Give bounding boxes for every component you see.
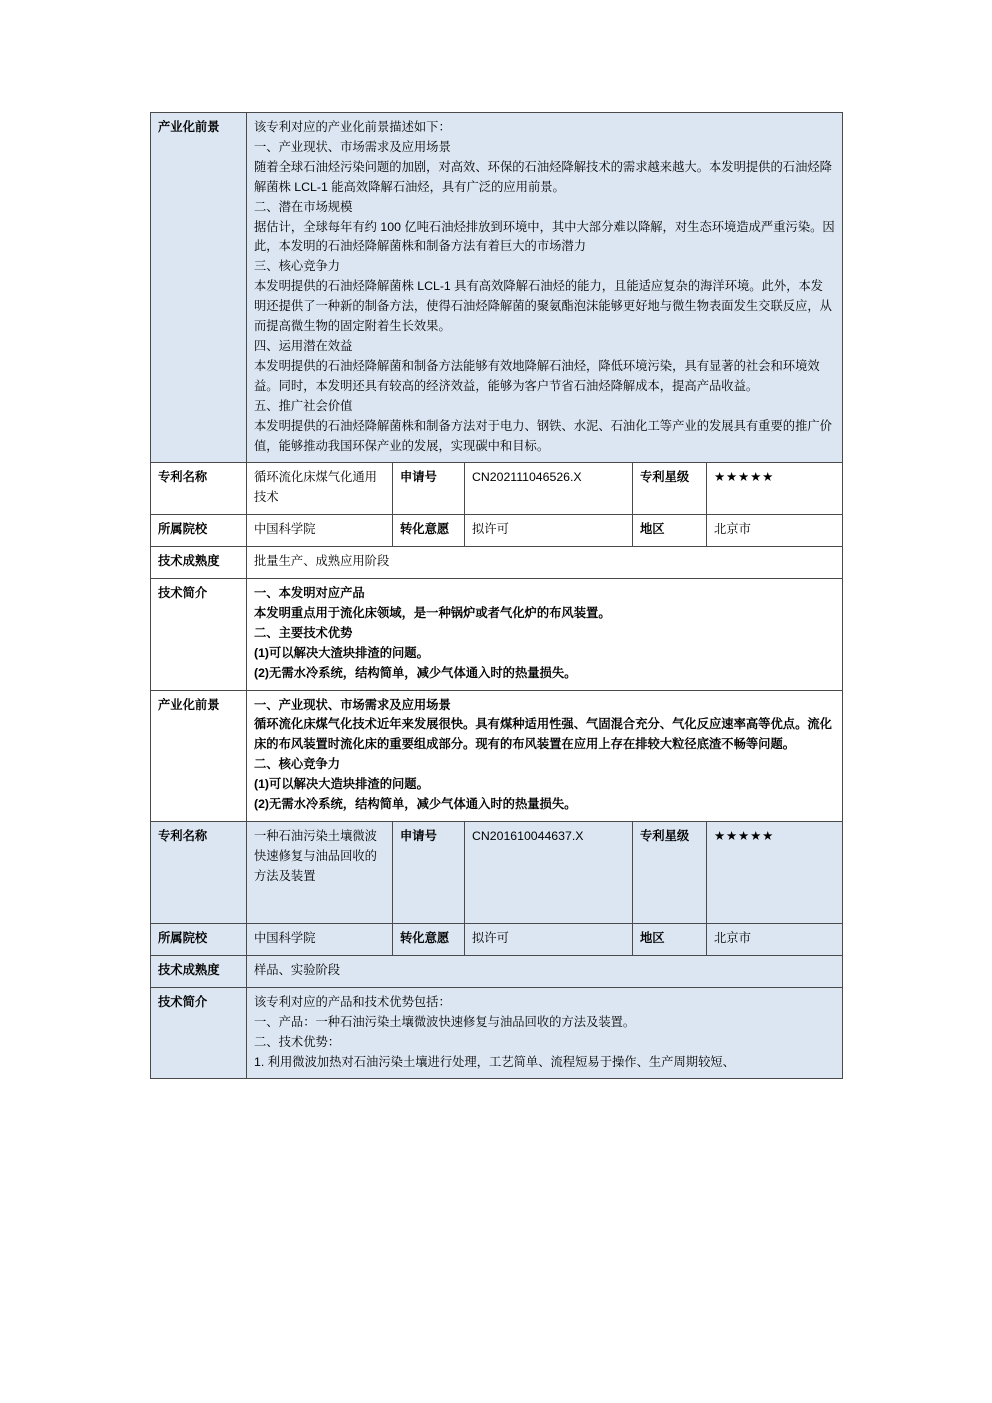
patent1-prospect-label: 产业化前景 [151,690,247,821]
prospect-body-0 [247,113,843,463]
patent1-appno-label: 申请号 [393,463,465,515]
prospect-line: 本发明提供的石油烃降解菌株 LCL-1 具有高效降解石油烃的能力，且能适应复杂的海洋环境。此外，本发明还提供了一种新的制备方法，使得石油烃降解菌的聚氨酯泡沫能够更好地与微生物表面发生交联反应，从而提高微生物的固定附着生长效果。 [254,279,832,334]
patent2-intro-label: 技术简介 [151,987,247,1079]
prospect-line: (1)可以解决大造块排渣的问题。 [254,777,429,792]
patent2-school-label: 所属院校 [151,924,247,956]
patent2-star-label: 专利星级 [633,822,707,924]
patent1-intent-value: 拟许可 [465,515,633,547]
patent2-appno-label: 申请号 [393,822,465,924]
intro-line: (1)可以解决大渣块排渣的问题。 [254,645,429,660]
patent2-appno-value: CN201610044637.X [465,822,633,924]
patent2-intent-value: 拟许可 [465,924,633,956]
prospect-line: 该专利对应的产业化前景描述如下： [254,120,451,134]
patent2-school-value: 中国科学院 [247,924,393,956]
patent1-maturity-label: 技术成熟度 [151,547,247,579]
prospect-line: 随着全球石油烃污染问题的加剧，对高效、环保的石油烃降解技术的需求越来越大。本发明提供的石油烃降解菌株 LCL-1 能高效降解石油烃，具有广泛的应用前景。 [254,159,832,194]
intro-line: 二、技术优势： [254,1034,341,1049]
intro-line: (2)无需水冷系统，结构简单，减少气体通入时的热量损失。 [254,665,577,680]
patent1-appno-value: CN202111046526.X [465,463,633,515]
patent2-name-label: 专利名称 [151,822,247,924]
table-row-prospect-0 [151,113,843,463]
intro-line: 二、主要技术优势 [254,625,353,640]
patent1-name-value: 循环流化床煤气化通用技术 [247,463,393,515]
patent1-star-label: 专利星级 [633,463,707,515]
prospect-label-0: 产业化前景 [151,113,247,463]
table-row-patent2-school [151,924,843,956]
patent2-region-label: 地区 [633,924,707,956]
patent1-region-value: 北京市 [707,515,843,547]
prospect-line: 二、潜在市场规模 [254,199,353,214]
patent2-star-value: ★★★★★ [707,822,843,924]
patent1-star-value: ★★★★★ [707,463,843,515]
patent-table [150,112,843,1079]
intro-line: 一、产品：一种石油污染土壤微波快速修复与油品回收的方法及装置。 [254,1014,636,1029]
patent1-intro-label: 技术简介 [151,579,247,691]
table-row-patent1-maturity [151,547,843,579]
intro-line: 1. 利用微波加热对石油污染土壤进行处理，工艺简单、流程短易于操作、生产周期较短、 [254,1054,735,1069]
patent1-name-label: 专利名称 [151,463,247,515]
prospect-line: 循环流化床煤气化技术近年来发展很快。具有煤种适用性强、气固混合充分、气化反应速率高等优点。流化床的布风装置时流化床的重要组成部分。现有的布风装置在应用上存在排较大粒径底渣不畅等问题。 [254,717,832,752]
intro-line: 该专利对应的产品和技术优势包括： [254,994,451,1009]
table-row-patent1-intro [151,579,843,691]
intro-line: 一、本发明对应产品 [254,586,365,601]
prospect-line: 本发明提供的石油烃降解菌株和制备方法对于电力、钢铁、水泥、石油化工等产业的发展具有重要的推广价值，能够推动我国环保产业的发展，实现碳中和目标。 [254,418,832,453]
intro-line: 本发明重点用于流化床领域，是一种锅炉或者气化炉的布风装置。 [254,605,611,620]
patent1-region-label: 地区 [633,515,707,547]
patent2-maturity-value: 样品、实验阶段 [247,955,843,987]
prospect-line: 据估计，全球每年有约 100 亿吨石油烃排放到环境中，其中大部分难以降解，对生态环境造成严重污染。因此，本发明的石油烃降解菌株和制备方法有着巨大的市场潜力 [254,219,835,254]
prospect-line: (2)无需水冷系统，结构简单，减少气体通入时的热量损失。 [254,797,577,812]
patent2-region-value: 北京市 [707,924,843,956]
prospect-line: 四、运用潜在效益 [254,338,353,353]
table-row-patent1-name [151,463,843,515]
prospect-line: 本发明提供的石油烃降解菌和制备方法能够有效地降解石油烃，降低环境污染，具有显著的社会和环境效益。同时，本发明还具有较高的经济效益，能够为客户节省石油烃降解成本，提高产品收益。 [254,358,820,393]
prospect-line: 五、推广社会价值 [254,398,353,413]
patent2-name-value: 一种石油污染土壤微波快速修复与油品回收的方法及装置 [247,822,393,924]
patent1-intro-body [247,579,843,691]
patent1-maturity-value: 批量生产、成熟应用阶段 [247,547,843,579]
patent2-intent-label: 转化意愿 [393,924,465,956]
table-row-patent2-maturity [151,955,843,987]
prospect-line: 二、核心竞争力 [254,757,341,772]
prospect-line: 一、产业现状、市场需求及应用场景 [254,139,451,154]
table-row-patent1-prospect [151,690,843,821]
prospect-line: 三、核心竞争力 [254,259,341,274]
prospect-line: 一、产业现状、市场需求及应用场景 [254,697,451,712]
patent1-prospect-body [247,690,843,821]
patent2-intro-body [247,987,843,1079]
patent1-school-value: 中国科学院 [247,515,393,547]
patent2-maturity-label: 技术成熟度 [151,955,247,987]
patent1-intent-label: 转化意愿 [393,515,465,547]
table-row-patent2-intro [151,987,843,1079]
table-row-patent2-name [151,822,843,924]
patent1-school-label: 所属院校 [151,515,247,547]
table-row-patent1-school [151,515,843,547]
